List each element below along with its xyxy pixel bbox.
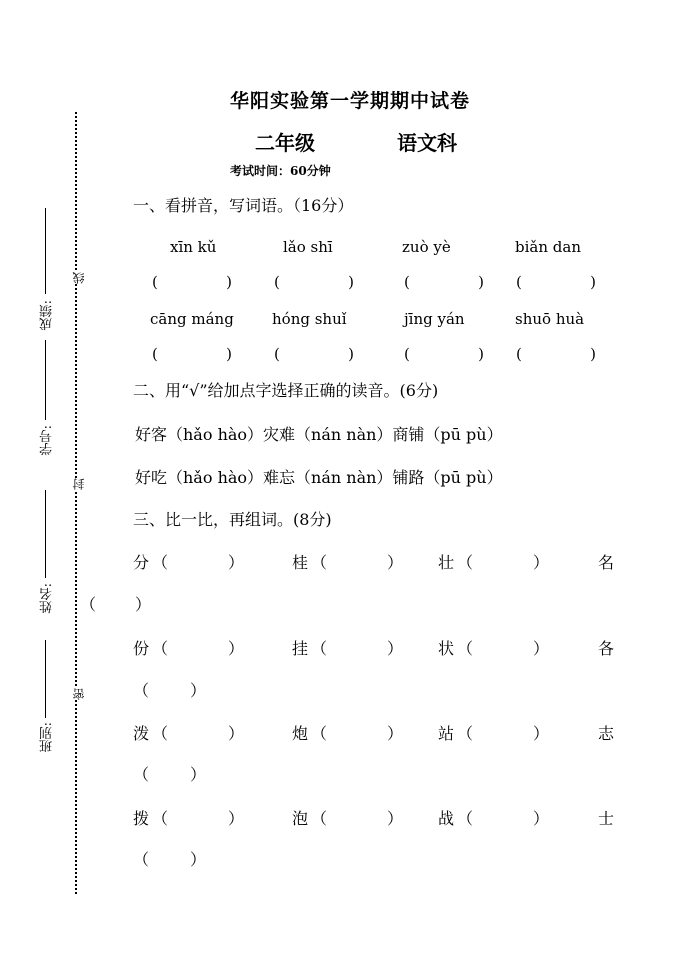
- paren-close: ）: [190, 850, 207, 869]
- section3-heading: 三、比一比，再组词。(8分): [133, 510, 332, 529]
- char-fen: 分: [133, 553, 150, 572]
- paren-open: （: [457, 553, 474, 572]
- answer-box-4: ( ): [516, 273, 596, 291]
- pinyin-4: biǎn dan: [515, 238, 581, 256]
- pinyin-1: xīn kǔ: [170, 238, 217, 256]
- paren-close: ）: [228, 553, 245, 572]
- paren-close: ）: [387, 639, 404, 658]
- paren-close: ）: [533, 809, 550, 828]
- char-gui: 桂: [292, 553, 309, 572]
- char-zhuang2: 状: [438, 639, 455, 658]
- paren-close: ）: [228, 639, 245, 658]
- subject-label: 语文科: [397, 131, 457, 155]
- char-gua: 挂: [292, 639, 309, 658]
- paren-close: ）: [135, 595, 152, 614]
- name-label: 姓名:: [40, 583, 55, 614]
- mark-xian: 线: [72, 272, 86, 284]
- paren-open: （: [152, 553, 169, 572]
- paren-open: （: [311, 553, 328, 572]
- pinyin-7: jīng yán: [404, 310, 465, 328]
- paren-open: （: [311, 724, 328, 743]
- pronunciation-line-1: 好客（hǎo hào）灾难（nán nàn）商铺（pū pù）: [135, 425, 503, 444]
- pinyin-3: zuò yè: [402, 238, 451, 256]
- char-ming: 名: [598, 553, 615, 572]
- paren-close: ）: [228, 724, 245, 743]
- char-po: 泼: [133, 724, 150, 743]
- paren-open: （: [80, 595, 97, 614]
- paren-close: ）: [190, 681, 207, 700]
- paren-open: （: [152, 809, 169, 828]
- paren-open: （: [311, 809, 328, 828]
- paren-open: （: [311, 639, 328, 658]
- paren-close: ）: [387, 724, 404, 743]
- paren-open: （: [133, 681, 150, 700]
- paren-close: ）: [533, 639, 550, 658]
- char-zhan2: 战: [438, 809, 455, 828]
- mark-mi: 密: [72, 688, 86, 700]
- paren-open: （: [457, 809, 474, 828]
- class-label: 班别:: [40, 722, 55, 753]
- class-underline: [45, 640, 46, 718]
- pinyin-6: hóng shuǐ: [272, 310, 347, 328]
- answer-box-6: ( ): [274, 345, 354, 363]
- char-bo: 拨: [133, 809, 150, 828]
- mark-feng: 封: [72, 478, 86, 490]
- char-zhi: 志: [598, 724, 615, 743]
- score-label: 成绩:: [40, 300, 55, 331]
- pinyin-2: lǎo shī: [283, 238, 333, 256]
- answer-box-1: ( ): [152, 273, 232, 291]
- answer-box-2: ( ): [274, 273, 354, 291]
- number-underline: [45, 340, 46, 420]
- answer-box-5: ( ): [152, 345, 232, 363]
- paren-open: （: [152, 639, 169, 658]
- answer-box-8: ( ): [516, 345, 596, 363]
- paren-close: ）: [387, 809, 404, 828]
- paren-open: （: [457, 639, 474, 658]
- paren-close: ）: [228, 809, 245, 828]
- paren-open: （: [133, 850, 150, 869]
- paren-close: ）: [533, 724, 550, 743]
- pronunciation-line-2: 好吃（hǎo hào）难忘（nán nàn）铺路（pū pù）: [135, 468, 503, 487]
- paren-close: ）: [533, 553, 550, 572]
- char-zhan: 站: [438, 724, 455, 743]
- binding-dotted-line: [75, 112, 77, 894]
- section1-heading: 一、看拼音，写词语。（16分）: [133, 196, 354, 215]
- char-zhuang: 壮: [438, 553, 455, 572]
- pinyin-8: shuō huà: [515, 310, 585, 328]
- char-pao2: 泡: [292, 809, 309, 828]
- paren-open: （: [133, 765, 150, 784]
- char-fen2: 份: [133, 639, 150, 658]
- char-ge: 各: [598, 639, 615, 658]
- grade-label: 二年级: [255, 131, 315, 155]
- char-pao: 炮: [292, 724, 309, 743]
- paren-close: ）: [190, 765, 207, 784]
- number-label: 学号:: [40, 425, 55, 456]
- answer-box-3: ( ): [404, 273, 484, 291]
- answer-box-7: ( ): [404, 345, 484, 363]
- char-shi: 士: [598, 809, 615, 828]
- exam-title: 华阳实验第一学期期中试卷: [230, 90, 471, 112]
- paren-close: ）: [387, 553, 404, 572]
- exam-time: 考试时间：60分钟: [230, 164, 331, 178]
- section2-heading: 二、用“√”给加点字选择正确的读音。(6分): [133, 381, 439, 400]
- score-underline: [45, 208, 46, 294]
- paren-open: （: [457, 724, 474, 743]
- name-underline: [45, 490, 46, 578]
- paren-open: （: [152, 724, 169, 743]
- pinyin-5: cāng máng: [150, 310, 234, 328]
